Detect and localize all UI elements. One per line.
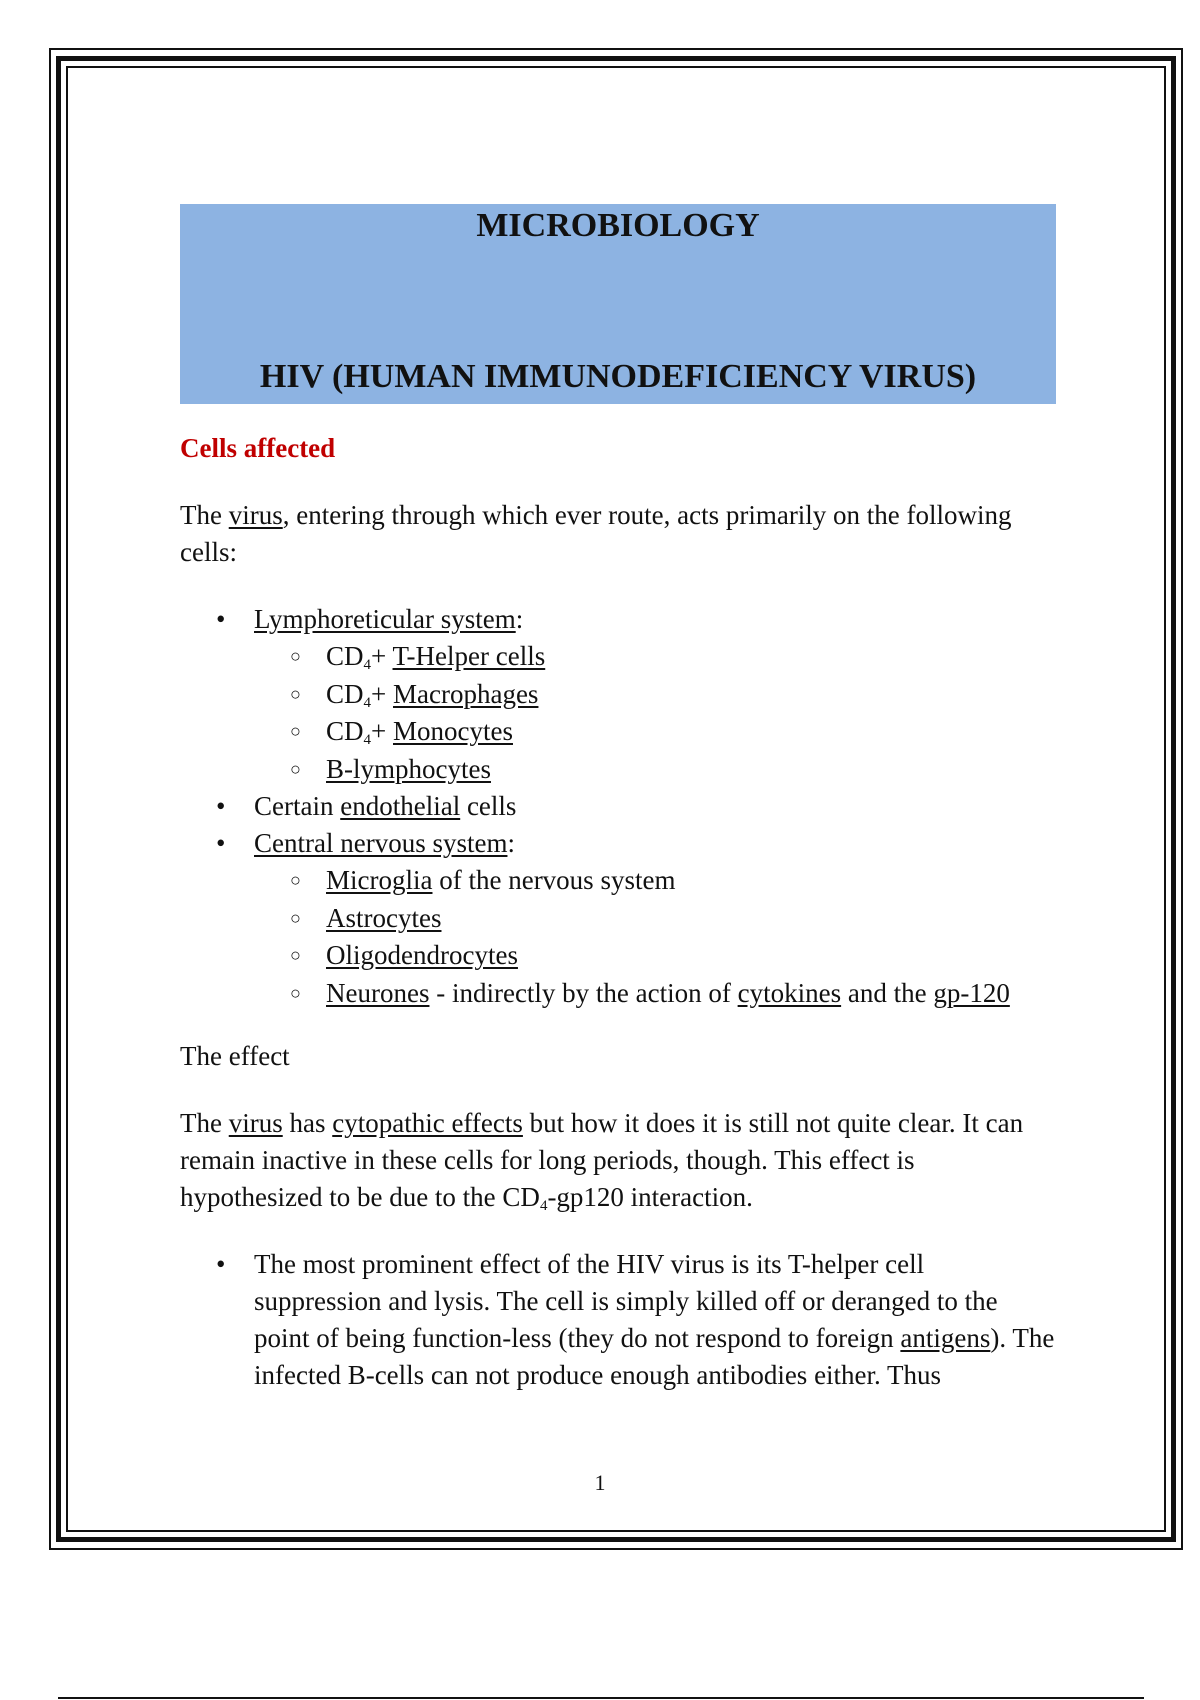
- list-item: [254, 900, 1056, 938]
- circle-bullet-icon: ○: [290, 683, 301, 704]
- link-monocytes[interactable]: Monocytes: [393, 716, 513, 746]
- intro-paragraph: The virus, entering through which ever route, acts primarily on the following cells:: [180, 500, 1012, 567]
- circle-bullet-icon: ○: [290, 870, 301, 890]
- list-item: • The most prominent effect of the HIV virus is its T-helper cell suppression and lysis. The cell is simply killed off or deranged to the point of being function-less (they do not respond to foreign antigens). The infected B-cells can not produce enough antibodies either. Thus: [180, 1246, 1056, 1394]
- document-body: [180, 204, 1056, 1394]
- page-number: 1: [594, 1470, 606, 1495]
- link-b-lymphocytes[interactable]: B-lymphocytes: [326, 753, 491, 784]
- subject-title: MICROBIOLOGY: [476, 207, 760, 244]
- list-item: • Central nervous system: ○ Microglia of the nervous system ○ Astrocytes ○ Oligodendrocytes ○ Neurones - indirectly by the action of cytokines and the gp-120: [180, 825, 1056, 1012]
- section-heading-cells-affected: Cells affected: [180, 433, 336, 463]
- sub-list: [254, 862, 1056, 1012]
- list-item: • Lymphoreticular system: ○ $CD_4+$ T-Helper cells ○ $CD_4+$ Macrophages ○ $CD_4+$ Monocytes ○ B-lymphocytes: [180, 601, 1056, 788]
- cells-list: [180, 601, 1056, 1012]
- circle-bullet-icon: ○: [290, 646, 301, 666]
- link-oligodendrocytes[interactable]: Oligodendrocytes: [326, 940, 518, 970]
- circle-bullet-icon: ○: [290, 907, 301, 928]
- link-central-nervous-system[interactable]: Central nervous system: [254, 828, 508, 858]
- bullet-icon: •: [216, 1249, 226, 1279]
- next-page-edge: [58, 1697, 1144, 1699]
- title-banner: [180, 204, 1056, 404]
- bullet-icon: •: [216, 791, 226, 821]
- link-gp-120[interactable]: gp-120: [933, 977, 1010, 1008]
- link-virus[interactable]: virus: [228, 1108, 283, 1138]
- circle-bullet-icon: ○: [290, 758, 301, 779]
- link-endothelial[interactable]: endothelial: [340, 791, 461, 821]
- effect-paragraph: The virus has cytopathic effects but how it does it is still not quite clear. It can remain inactive in these cells for long periods, though. This effect is hypothesized to be due to the $CD_4-gp120$ interaction.: [180, 1108, 1024, 1214]
- link-astrocytes[interactable]: Astrocytes: [326, 902, 442, 933]
- list-item: [254, 751, 1056, 789]
- link-cytokines[interactable]: cytokines: [737, 977, 842, 1008]
- link-neurones[interactable]: Neurones: [326, 977, 430, 1008]
- list-item: ○ $CD_4+$ Macrophages: [254, 676, 1056, 714]
- list-item: ○ Microglia of the nervous system: [254, 862, 1056, 900]
- section-heading-the-effect: The effect: [180, 1041, 290, 1071]
- effect-list: [180, 1246, 1056, 1394]
- sub-list: [254, 638, 1056, 788]
- list-item: • Certain endothelial cells: [180, 788, 1056, 825]
- circle-bullet-icon: ○: [290, 982, 301, 1003]
- bullet-icon: •: [216, 828, 226, 858]
- list-item: [254, 937, 1056, 975]
- link-microglia[interactable]: Microglia: [326, 865, 433, 895]
- circle-bullet-icon: ○: [290, 945, 301, 965]
- link-virus[interactable]: virus: [228, 500, 283, 530]
- link-cytopathic-effects[interactable]: cytopathic effects: [332, 1108, 523, 1138]
- link-macrophages[interactable]: Macrophages: [393, 678, 539, 709]
- circle-bullet-icon: ○: [290, 721, 301, 741]
- list-item: ○ $CD_4+$ Monocytes: [254, 713, 1056, 751]
- topic-title: HIV (HUMAN IMMUNODEFICIENCY VIRUS): [259, 358, 977, 395]
- list-item: ○ Neurones - indirectly by the action of cytokines and the gp-120: [254, 975, 1056, 1013]
- link-antigens[interactable]: antigens: [900, 1323, 991, 1353]
- link-lymphoreticular-system[interactable]: Lymphoreticular system: [254, 604, 516, 634]
- bullet-icon: •: [216, 604, 226, 634]
- list-item: ○ $CD_4+$ T-Helper cells: [254, 638, 1056, 676]
- link-t-helper-cells[interactable]: T-Helper cells: [392, 641, 546, 671]
